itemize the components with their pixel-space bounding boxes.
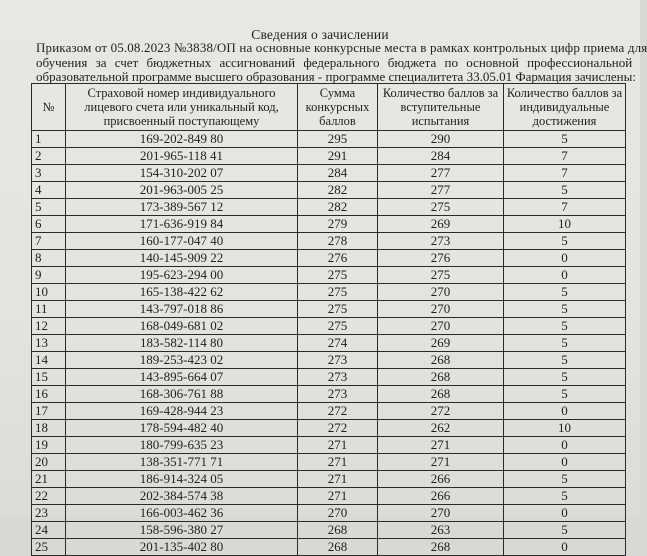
row-exam-score: 270 xyxy=(378,284,504,301)
order-paragraph xyxy=(36,40,647,85)
row-number: 21 xyxy=(32,471,66,488)
row-achievements-score: 5 xyxy=(504,182,626,199)
row-exam-score: 266 xyxy=(378,471,504,488)
row-number: 16 xyxy=(32,386,66,403)
row-total-score: 268 xyxy=(298,539,378,556)
row-applicant-id: 166-003-462 36 xyxy=(66,505,298,522)
table-row xyxy=(32,386,626,403)
row-total-score: 273 xyxy=(298,352,378,369)
table-row xyxy=(32,454,626,471)
table-row xyxy=(32,233,626,250)
row-total-score: 282 xyxy=(298,182,378,199)
table-header-row xyxy=(32,84,626,131)
row-total-score: 275 xyxy=(298,267,378,284)
row-achievements-score: 5 xyxy=(504,284,626,301)
row-total-score: 273 xyxy=(298,369,378,386)
table-row xyxy=(32,267,626,284)
table-body xyxy=(32,131,626,556)
row-number: 23 xyxy=(32,505,66,522)
row-total-score: 270 xyxy=(298,505,378,522)
row-total-score: 272 xyxy=(298,420,378,437)
row-exam-score: 268 xyxy=(378,352,504,369)
row-number: 10 xyxy=(32,284,66,301)
enrollment-table xyxy=(31,83,626,556)
row-applicant-id: 160-177-047 40 xyxy=(66,233,298,250)
row-exam-score: 262 xyxy=(378,420,504,437)
row-achievements-score: 5 xyxy=(504,471,626,488)
row-applicant-id: 168-306-761 88 xyxy=(66,386,298,403)
row-number: 1 xyxy=(32,131,66,148)
row-total-score: 275 xyxy=(298,318,378,335)
table-row xyxy=(32,182,626,199)
row-total-score: 271 xyxy=(298,437,378,454)
row-total-score: 274 xyxy=(298,335,378,352)
row-achievements-score: 0 xyxy=(504,454,626,471)
table-row xyxy=(32,199,626,216)
row-achievements-score: 0 xyxy=(504,250,626,267)
row-achievements-score: 10 xyxy=(504,420,626,437)
row-exam-score: 271 xyxy=(378,454,504,471)
row-total-score: 273 xyxy=(298,386,378,403)
row-total-score: 275 xyxy=(298,284,378,301)
row-exam-score: 270 xyxy=(378,318,504,335)
table-row xyxy=(32,131,626,148)
row-total-score: 271 xyxy=(298,454,378,471)
row-achievements-score: 5 xyxy=(504,131,626,148)
row-number: 3 xyxy=(32,165,66,182)
table-row xyxy=(32,318,626,335)
row-exam-score: 277 xyxy=(378,182,504,199)
row-number: 4 xyxy=(32,182,66,199)
header-total-score: Сумма конкурсных баллов xyxy=(298,84,378,131)
row-exam-score: 275 xyxy=(378,199,504,216)
header-number: № xyxy=(32,84,66,131)
table-row xyxy=(32,488,626,505)
row-total-score: 271 xyxy=(298,471,378,488)
row-achievements-score: 5 xyxy=(504,335,626,352)
row-achievements-score: 5 xyxy=(504,522,626,539)
row-exam-score: 269 xyxy=(378,335,504,352)
table-row xyxy=(32,420,626,437)
row-number: 20 xyxy=(32,454,66,471)
row-exam-score: 268 xyxy=(378,369,504,386)
header-achievements-score: Количество баллов за индивидуальные достижения xyxy=(504,84,626,131)
row-applicant-id: 169-202-849 80 xyxy=(66,131,298,148)
row-exam-score: 270 xyxy=(378,301,504,318)
row-applicant-id: 165-138-422 62 xyxy=(66,284,298,301)
row-applicant-id: 171-636-919 84 xyxy=(66,216,298,233)
row-number: 7 xyxy=(32,233,66,250)
row-number: 25 xyxy=(32,539,66,556)
row-exam-score: 284 xyxy=(378,148,504,165)
order-line-3: образовательной программе высшего образования - программе специалитета 33.05.01 Фармация зачислены: xyxy=(36,69,636,84)
row-applicant-id: 143-895-664 07 xyxy=(66,369,298,386)
row-applicant-id: 178-594-482 40 xyxy=(66,420,298,437)
row-number: 5 xyxy=(32,199,66,216)
row-exam-score: 276 xyxy=(378,250,504,267)
row-achievements-score: 5 xyxy=(504,318,626,335)
row-achievements-score: 5 xyxy=(504,488,626,505)
row-exam-score: 275 xyxy=(378,267,504,284)
row-applicant-id: 138-351-771 71 xyxy=(66,454,298,471)
row-achievements-score: 5 xyxy=(504,301,626,318)
row-number: 17 xyxy=(32,403,66,420)
row-achievements-score: 0 xyxy=(504,267,626,284)
row-total-score: 276 xyxy=(298,250,378,267)
row-applicant-id: 201-963-005 25 xyxy=(66,182,298,199)
row-achievements-score: 0 xyxy=(504,539,626,556)
row-number: 22 xyxy=(32,488,66,505)
document-title: Сведения о зачислении xyxy=(251,27,389,42)
row-number: 12 xyxy=(32,318,66,335)
table-row xyxy=(32,301,626,318)
row-applicant-id: 154-310-202 07 xyxy=(66,165,298,182)
row-total-score: 279 xyxy=(298,216,378,233)
row-applicant-id: 158-596-380 27 xyxy=(66,522,298,539)
row-exam-score: 266 xyxy=(378,488,504,505)
row-achievements-score: 5 xyxy=(504,352,626,369)
row-applicant-id: 173-389-567 12 xyxy=(66,199,298,216)
row-exam-score: 273 xyxy=(378,233,504,250)
row-number: 15 xyxy=(32,369,66,386)
row-number: 18 xyxy=(32,420,66,437)
row-total-score: 284 xyxy=(298,165,378,182)
row-total-score: 272 xyxy=(298,403,378,420)
row-exam-score: 268 xyxy=(378,539,504,556)
row-applicant-id: 168-049-681 02 xyxy=(66,318,298,335)
row-achievements-score: 5 xyxy=(504,369,626,386)
row-achievements-score: 0 xyxy=(504,505,626,522)
table-row xyxy=(32,539,626,556)
row-exam-score: 272 xyxy=(378,403,504,420)
row-applicant-id: 201-135-402 80 xyxy=(66,539,298,556)
header-exam-score: Количество баллов за вступительные испытания xyxy=(378,84,504,131)
row-achievements-score: 7 xyxy=(504,148,626,165)
row-applicant-id: 201-965-118 41 xyxy=(66,148,298,165)
row-total-score: 278 xyxy=(298,233,378,250)
row-total-score: 291 xyxy=(298,148,378,165)
row-number: 2 xyxy=(32,148,66,165)
table-row xyxy=(32,284,626,301)
row-exam-score: 268 xyxy=(378,386,504,403)
row-applicant-id: 195-623-294 00 xyxy=(66,267,298,284)
row-number: 14 xyxy=(32,352,66,369)
row-exam-score: 269 xyxy=(378,216,504,233)
row-applicant-id: 140-145-909 22 xyxy=(66,250,298,267)
row-total-score: 275 xyxy=(298,301,378,318)
table-row xyxy=(32,216,626,233)
row-exam-score: 270 xyxy=(378,505,504,522)
row-achievements-score: 0 xyxy=(504,437,626,454)
row-applicant-id: 186-914-324 05 xyxy=(66,471,298,488)
order-line-2: обучения за счет бюджетных ассигнований федерального бюджета по основной профессиональной xyxy=(36,54,633,70)
row-total-score: 271 xyxy=(298,488,378,505)
row-achievements-score: 7 xyxy=(504,199,626,216)
table-row xyxy=(32,352,626,369)
header-id: Страховой номер индивидуального лицевого счета или уникальный код, присвоенный поступающему xyxy=(66,84,298,131)
table-row xyxy=(32,522,626,539)
row-number: 24 xyxy=(32,522,66,539)
table-row xyxy=(32,165,626,182)
row-applicant-id: 180-799-635 23 xyxy=(66,437,298,454)
row-achievements-score: 0 xyxy=(504,403,626,420)
table-row xyxy=(32,335,626,352)
row-achievements-score: 10 xyxy=(504,216,626,233)
row-achievements-score: 7 xyxy=(504,165,626,182)
table-row xyxy=(32,369,626,386)
row-number: 9 xyxy=(32,267,66,284)
row-number: 8 xyxy=(32,250,66,267)
table-row xyxy=(32,471,626,488)
row-achievements-score: 5 xyxy=(504,386,626,403)
table-row xyxy=(32,505,626,522)
row-applicant-id: 143-797-018 86 xyxy=(66,301,298,318)
row-number: 19 xyxy=(32,437,66,454)
row-total-score: 282 xyxy=(298,199,378,216)
table-row xyxy=(32,437,626,454)
row-exam-score: 277 xyxy=(378,165,504,182)
row-exam-score: 271 xyxy=(378,437,504,454)
row-achievements-score: 5 xyxy=(504,233,626,250)
row-applicant-id: 183-582-114 80 xyxy=(66,335,298,352)
row-total-score: 295 xyxy=(298,131,378,148)
table-row xyxy=(32,148,626,165)
order-line-1: Приказом от 05.08.2023 №3838/ОП на основные конкурсные места в рамках контрольных цифр приема для xyxy=(36,40,647,55)
row-applicant-id: 189-253-423 02 xyxy=(66,352,298,369)
row-total-score: 268 xyxy=(298,522,378,539)
row-exam-score: 263 xyxy=(378,522,504,539)
table-row xyxy=(32,250,626,267)
row-number: 13 xyxy=(32,335,66,352)
row-applicant-id: 169-428-944 23 xyxy=(66,403,298,420)
row-applicant-id: 202-384-574 38 xyxy=(66,488,298,505)
row-number: 11 xyxy=(32,301,66,318)
row-number: 6 xyxy=(32,216,66,233)
table-row xyxy=(32,403,626,420)
row-exam-score: 290 xyxy=(378,131,504,148)
